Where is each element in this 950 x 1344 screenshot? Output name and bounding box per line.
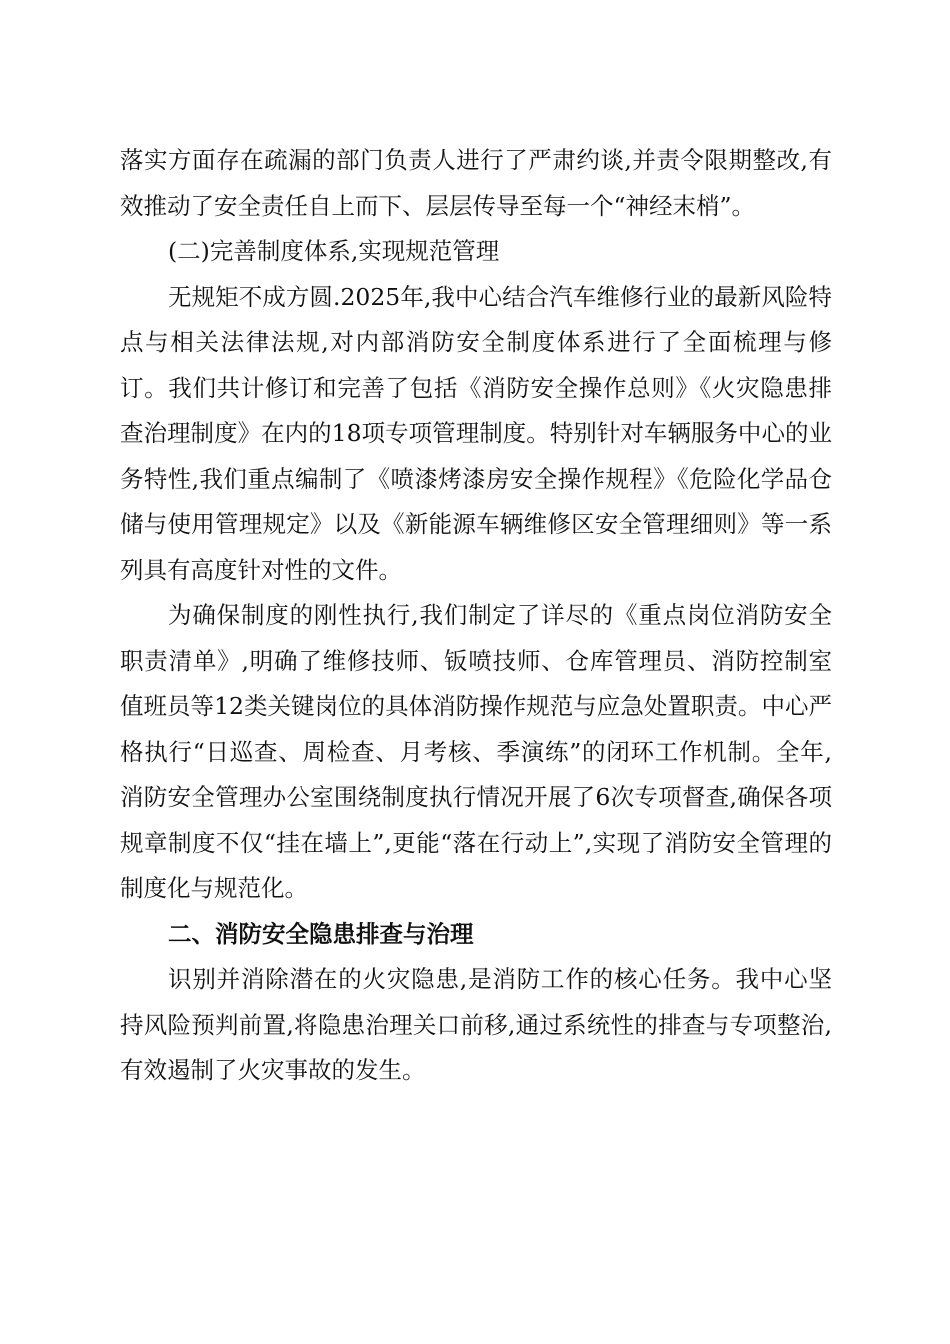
document-body (120, 138, 832, 1094)
body-paragraph-execution: 为确保制度的刚性执行,我们制定了详尽的《重点岗位消防安全职责清单》,明确了维修技师、钣喷技师、仓库管理员、消防控制室值班员等12类关键岗位的具体消防操作规范与应急处置职责。中心严格执行“日巡查、周检查、月考核、季演练”的闭环工作机制。全年,消防安全管理办公室围绕制度执行情况开展了6次专项督查,确保各项规章制度不仅“挂在墙上”,更能“落在行动上”,实现了消防安全管理的制度化与规范化。 (120, 601, 832, 902)
section-heading-hazard: 二、消防安全隐患排查与治理 (168, 919, 474, 948)
body-paragraph-hazard-intro: 识别并消除潜在的火灾隐患,是消防工作的核心任务。我中心坚持风险预判前置,将隐患治理关口前移,通过系统性的排查与专项整治,有效遏制了火灾事故的发生。 (120, 965, 832, 1084)
subheading-system: (二)完善制度体系,实现规范管理 (168, 237, 500, 265)
body-paragraph-continuation: 落实方面存在疏漏的部门负责人进行了严肃约谈,并责令限期整改,有效推动了安全责任自上而下、层层传导至每一个“神经末梢”。 (120, 146, 832, 220)
body-paragraph-regulations: 无规矩不成方圆.2025年,我中心结合汽车维修行业的最新风险特点与相关法律法规,对内部消防安全制度体系进行了全面梳理与修订。我们共计修订和完善了包括《消防安全操作总则》《火灾隐患排查治理制度》在内的18项专项管理制度。特别针对车辆服务中心的业务特性,我们重点编制了《喷漆烤漆房安全操作规程》《危险化学品仓储与使用管理规定》以及《新能源车辆维修区安全管理细则》等一系列具有高度针对性的文件。 (120, 282, 832, 584)
